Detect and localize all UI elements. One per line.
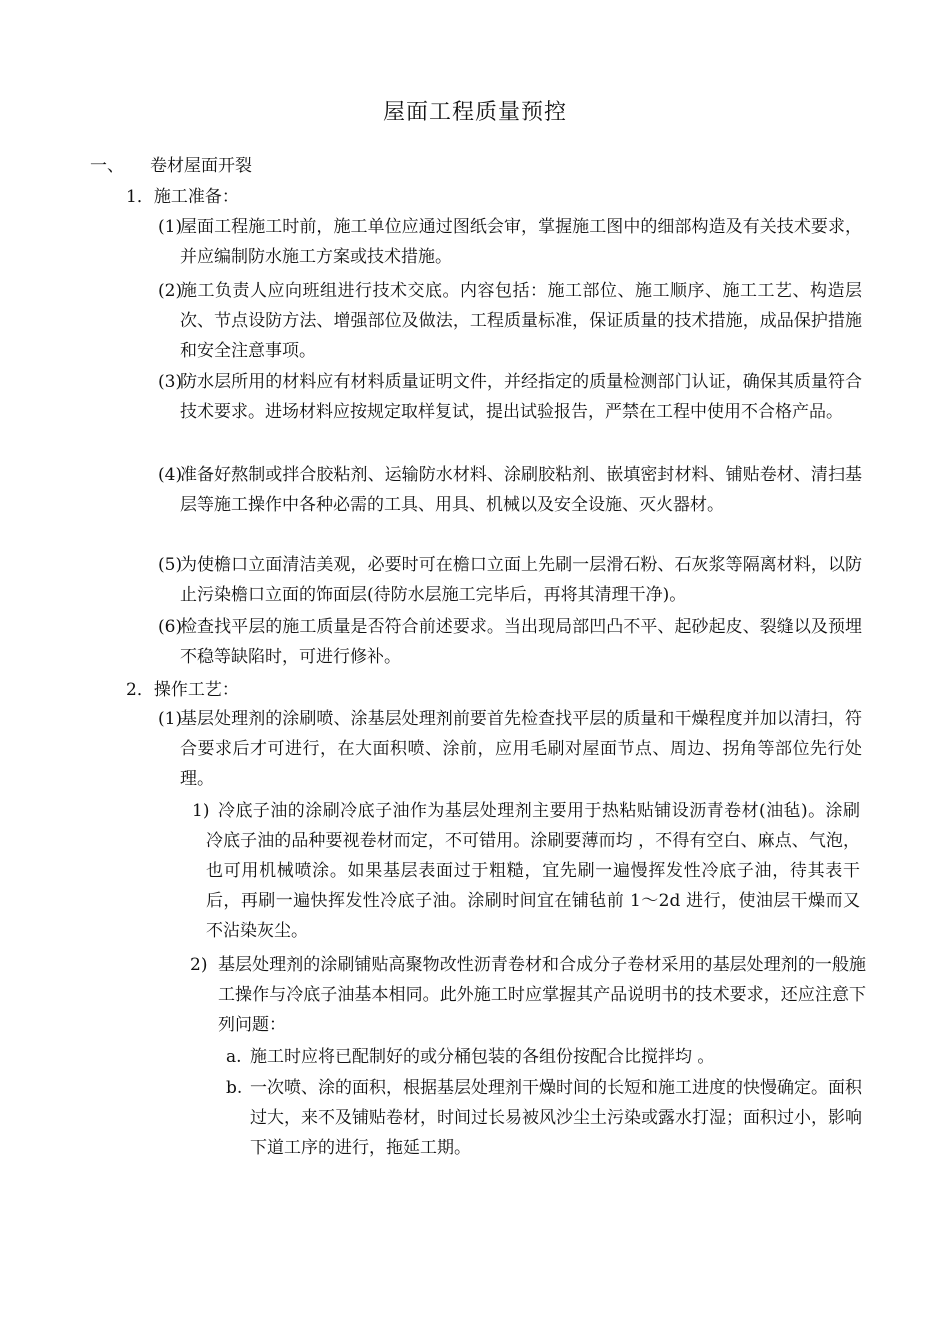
section-title: 卷材屋面开裂 (150, 156, 252, 176)
list-item: 检查找平层的施工质量是否符合前述要求。当出现局部凹凸不平、起砂起皮、裂缝以及预埋不稳等缺陷时，可进行修补。 (180, 617, 862, 667)
list-item: 屋面工程施工时前，施工单位应通过图纸会审，掌握施工图中的细部构造及有关技术要求，并应编制防水施工方案或技术措施。 (180, 217, 862, 267)
point-item: 基层处理剂的涂刷铺贴高聚物改性沥青卷材和合成分子卷材采用的基层处理剂的一般施工操作与冷底子油基本相同。此外施工时应掌握其产品说明书的技术要求，还应注意下列问题： (218, 955, 866, 1035)
section-number: 一、 (90, 156, 124, 176)
point-marker: 2) (190, 955, 208, 975)
list-marker: (2) (158, 281, 183, 301)
subpoint-marker: a. (226, 1047, 242, 1067)
subpoint-marker: b. (226, 1078, 243, 1098)
subsection-title: 操作工艺： (153, 680, 239, 700)
list-item: 准备好熬制或拌合胶粘剂、运输防水材料、涂刷胶粘剂、嵌填密封材料、铺贴卷材、清扫基层等施工操作中各种必需的工具、用具、机械以及安全设施、灭火器材。 (180, 465, 862, 515)
subsection-heading (126, 675, 239, 705)
document-title: 屋面工程质量预控 (382, 100, 567, 125)
list-item: 防水层所用的材料应有材料质量证明文件，并经指定的质量检测部门认证，确保其质量符合技术要求。进场材料应按规定取样复试，提出试验报告，严禁在工程中使用不合格产品。 (180, 372, 862, 422)
list-item: 基层处理剂的涂刷喷、涂基层处理剂前要首先检查找平层的质量和干燥程度并加以清扫，符合要求后才可进行，在大面积喷、涂前，应用毛刷对屋面节点、周边、拐角等部位先行处理。 (180, 709, 862, 789)
subpoint-item: 施工时应将已配制好的或分桶包装的各组份按配合比搅拌均 。 (250, 1047, 715, 1067)
point-marker: 1) (192, 801, 210, 821)
list-marker: (1) (158, 217, 183, 237)
list-marker: (1) (158, 709, 183, 729)
point-item: 冷底子油的涂刷冷底子油作为基层处理剂主要用于热粘贴铺设沥青卷材(油毡)。涂刷冷底子油的品种要视卷材而定，不可错用。涂刷要薄而均 ，不得有空白、麻点、气泡，也可用机械喷涂。如果基层表面过于粗糙，宜先刷一遍慢挥发性冷底子油，待其表干后，再刷一遍快挥发性冷底子油。涂刷时间宜在铺毡前 1～2d 进行，使油层干燥而又不沾染灰尘。 (206, 801, 860, 941)
list-marker: (3) (158, 372, 183, 392)
subsection-title: 施工准备： (153, 187, 239, 207)
list-item: 施工负责人应向班组进行技术交底。内容包括：施工部位、施工顺序、施工工艺、构造层次、节点设防方法、增强部位及做法，工程质量标准，保证质量的技术措施，成品保护措施和安全注意事项。 (180, 281, 862, 361)
list-marker: (6) (158, 617, 183, 637)
subsection-heading (126, 182, 239, 212)
list-marker: (4) (158, 465, 183, 485)
subpoint-item: 一次喷、涂的面积，根据基层处理剂干燥时间的长短和施工进度的快慢确定。面积过大，来不及铺贴卷材，时间过长易被风沙尘土污染或露水打湿；面积过小，影响下道工序的进行，拖延工期。 (250, 1078, 862, 1158)
subsection-number: 2． (126, 680, 154, 700)
list-item: 为使檐口立面清洁美观，必要时可在檐口立面上先刷一层滑石粉、石灰浆等隔离材料，以防止污染檐口立面的饰面层(待防水层施工完毕后，再将其清理干净)。 (180, 555, 862, 605)
list-marker: (5) (158, 555, 183, 575)
subsection-number: 1． (126, 187, 154, 207)
section-heading (90, 151, 252, 181)
